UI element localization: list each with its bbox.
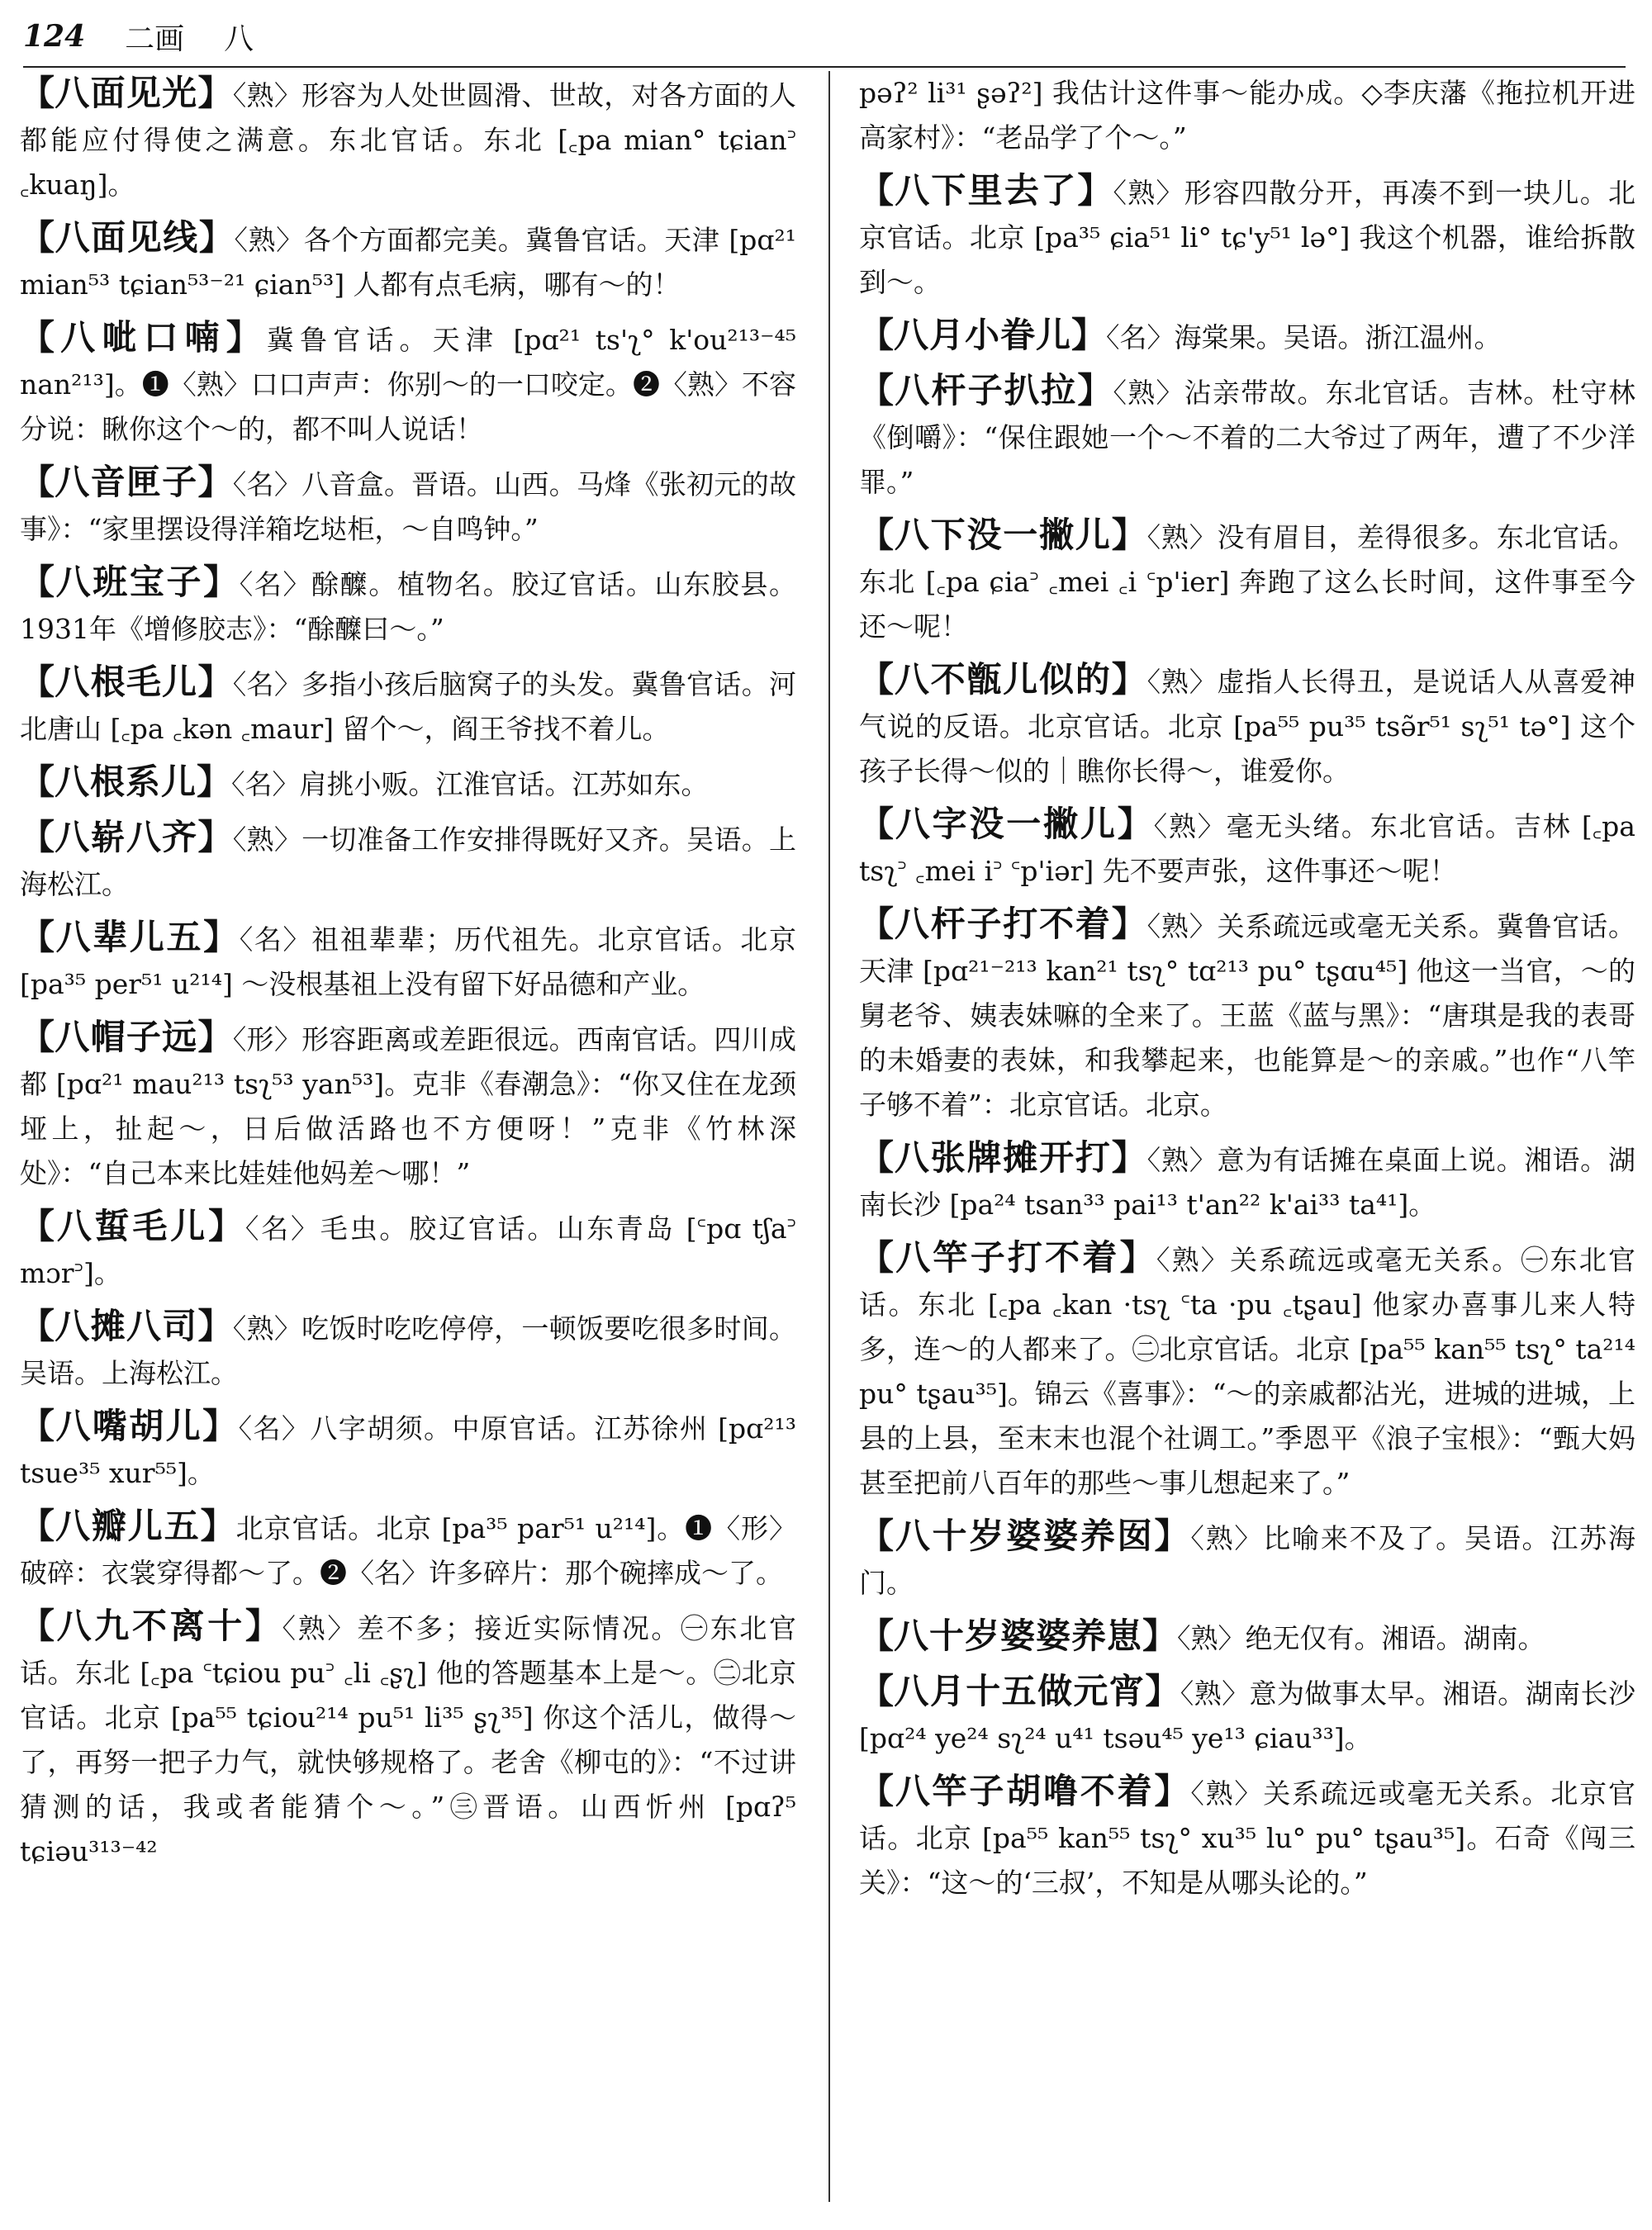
entry-headword: 八九不离十 [56, 1606, 245, 1646]
headword-open-bracket: 【 [20, 1206, 57, 1246]
dictionary-entry [20, 815, 796, 907]
headword-close-bracket: 】 [1111, 904, 1147, 944]
headword-close-bracket: 】 [197, 662, 233, 702]
dictionary-entry [859, 313, 1635, 360]
dictionary-entry [20, 660, 796, 752]
headword-close-bracket: 】 [208, 1206, 245, 1246]
headword-close-bracket: 】 [202, 1406, 239, 1446]
entry-headword: 八月十五做元宵 [894, 1671, 1146, 1711]
dictionary-entry [20, 1504, 796, 1596]
right-column [859, 71, 1635, 1914]
headword-close-bracket: 】 [200, 1506, 236, 1546]
entry-headword: 八面见光 [55, 73, 198, 113]
entry-definition: 〈名〉多指小孩后脑窝子的头发。冀鲁官话。河北唐山 [꜀pa ꜀kən ꜀maur] 留个～，阎王爷找不着儿。 [20, 668, 796, 745]
entry-definition: 〈熟〉一切准备工作安排得既好又齐。吴语。上海松江。 [20, 823, 796, 900]
dictionary-entry [20, 560, 796, 652]
headword-close-bracket: 】 [197, 462, 233, 502]
entry-definition: 〈熟〉关系疏远或毫无关系。冀鲁官话。天津 [pɑ²¹⁻²¹³ kan²¹ tsʅ° tɑ²¹³ pu° tʂɑu⁴⁵] 他这一当官，～的舅老爷、姨表妹嘛的全来了。王蓝《蓝与黑》：“唐琪是我的表哥的未婚妻的表妹，和我攀起来，也能算是～的亲戚。”也作“八竿子够不着”：北京官话。北京。 [859, 910, 1635, 1121]
entry-definition: 〈熟〉形容为人处世圆滑、世故，对各方面的人都能应付得使之满意。东北官话。东北 [꜀pa mian° tɕian꜄ ꜀kuaŋ]。 [20, 79, 796, 201]
headword-close-bracket: 】 [225, 317, 267, 358]
entry-headword: 八瓣儿五 [55, 1506, 201, 1546]
headword-close-bracket: 】 [1111, 659, 1147, 700]
headword-close-bracket: 】 [1145, 1671, 1180, 1711]
entry-headword: 八帽子远 [55, 1017, 198, 1057]
page-number: 124 [23, 19, 86, 54]
entry-definition: 〈熟〉沾亲带故。东北官话。吉林。杜守林《倒嚼》：“保住跟她一个～不着的二大爷过了两年，遭了不少洋罪。” [859, 377, 1635, 498]
dictionary-entry [859, 1136, 1635, 1227]
headword-open-bracket: 【 [20, 1017, 55, 1057]
headword-close-bracket: 】 [198, 217, 235, 258]
dictionary-entry [859, 802, 1635, 894]
headword-close-bracket: 】 [197, 762, 232, 802]
entry-headword: 八蜇毛儿 [56, 1206, 209, 1246]
dictionary-entry [859, 1514, 1635, 1606]
headword-open-bracket: 【 [859, 170, 895, 211]
dictionary-entry [20, 1604, 796, 1874]
entry-definition: 〈熟〉形容四散分开，再凑不到一块儿。北京官话。北京 [pa³⁵ ɕia⁵¹ li° tɕ'y⁵¹ lə°] 我这个机器，谁给拆散到～。 [859, 177, 1635, 298]
entry-definition: 〈熟〉关系疏远或毫无关系。㊀东北官话。东北 [꜀pa ꜀kan ·tsʅ ꜂ta ·pu ꜀tʂau] 他家办喜事儿来人特多，连～的人都来了。㊁北京官话。北京 [pa⁵⁵ kan⁵⁵ tsʅ° ta²¹⁴ pu° tʂau³⁵]。锦云《喜事》：“～的亲戚都沾光，进城的进城，上县的上县，至末末也混个社调工。”季恩平《浪子宝根》：“甄大妈甚至把前八百年的那些～事儿想起来了。” [859, 1244, 1635, 1499]
entry-definition: 〈熟〉各个方面都完美。冀鲁官话。天津 [pɑ²¹ mian⁵³ tɕian⁵³⁻²¹ ɕian⁵³] 人都有点毛病，哪有～的！ [20, 224, 796, 301]
entry-definition: 〈形〉形容距离或差距很远。西南官话。四川成都 [pɑ²¹ mau²¹³ tsʅ⁵³ yan⁵³]。克非《春潮急》：“你又住在龙颈垭上，扯起～，日后做活路也不方便呀！”克非《竹林深处》：“自己本来比娃娃他妈差～哪！” [20, 1023, 796, 1189]
entry-definition: 〈熟〉意为做事太早。湘语。湖南长沙 [pɑ²⁴ ye²⁴ sʅ²⁴ u⁴¹ tsəu⁴⁵ ye¹³ ɕiau³³]。 [859, 1677, 1635, 1754]
entry-headword: 八下没一撇儿 [894, 515, 1112, 555]
entry-definition: 冀鲁官话。天津 [pɑ²¹ ts'ʅ° k'ou²¹³⁻⁴⁵ nan²¹³]。❶〈熟〉口口声声：你别～的一口咬定。❷〈熟〉不容分说：瞅你这个～的，都不叫人说话！ [20, 324, 796, 445]
dictionary-entry [859, 1769, 1635, 1905]
headword-close-bracket: 】 [1111, 515, 1147, 555]
dictionary-entry [859, 1236, 1635, 1506]
dictionary-entry [859, 168, 1635, 305]
headword-open-bracket: 【 [20, 817, 55, 857]
dictionary-entry [859, 71, 1635, 160]
headword-open-bracket: 【 [859, 1137, 895, 1178]
header-rule [23, 66, 1626, 68]
headword-open-bracket: 【 [859, 1771, 895, 1811]
headword-open-bracket: 【 [20, 917, 56, 957]
entry-headword: 八竿子胡噜不着 [895, 1771, 1155, 1811]
headword-open-bracket: 【 [20, 662, 55, 702]
entry-definition: pəʔ² li³¹ ʂəʔ²] 我估计这件事～能办成。◇李庆藩《拖拉机开进高家村》：“老品学了个～。” [859, 77, 1635, 154]
headword-open-bracket: 【 [20, 762, 55, 802]
headword-close-bracket: 】 [197, 1306, 233, 1346]
entry-definition: 〈名〉酴醾。植物名。胶辽官话。山东胶县。1931年《增修胶志》：“酴醾曰～。” [20, 568, 796, 645]
headword-open-bracket: 【 [859, 804, 895, 844]
entry-definition: 〈熟〉关系疏远或毫无关系。北京官话。北京 [pa⁵⁵ kan⁵⁵ tsʅ° xu³⁵ lu° pu° tʂau³⁵]。石奇《闯三关》：“这～的‘三叔’，不知是从哪头论的。” [859, 1777, 1635, 1899]
entry-definition: 〈名〉八音盒。晋语。山西。马烽《张初元的故事》：“家里摆设得洋箱圪垯柜，～自鸣钟。” [20, 468, 796, 545]
entry-definition: 〈熟〉绝无仅有。湘语。湖南。 [1177, 1622, 1545, 1654]
dictionary-entry [20, 1015, 796, 1196]
dictionary-entry [20, 1204, 796, 1296]
left-column [20, 71, 796, 1882]
entry-headword: 八辈儿五 [55, 917, 204, 957]
entry-definition: 〈名〉海棠果。吴语。浙江温州。 [1106, 321, 1502, 353]
entry-headword: 八杆子打不着 [894, 904, 1112, 944]
dictionary-entry [20, 1304, 796, 1396]
section-title: 二画 [125, 21, 185, 56]
page-header [23, 12, 1626, 61]
entry-headword: 八班宝子 [55, 562, 204, 602]
headword-open-bracket: 【 [20, 462, 55, 502]
entry-definition: 〈熟〉差不多；接近实际情况。㊀东北官话。东北 [꜀pa ꜂tɕiou pu꜄ ꜀li ꜀ʂʅ] 他的答题基本上是～。㊁北京官话。北京 [pa⁵⁵ tɕiou²¹⁴ pu⁵¹ li³⁵ ʂʅ³⁵] 你这个活儿，做得～了，再努一把子力气，就快够规格了。老舍《柳屯的》：“不过讲猜测的话，我或者能猜个～。”㊂晋语。山西忻州 [pɑʔ⁵ tɕiəu³¹³⁻⁴² [20, 1612, 796, 1867]
entry-headword: 八根系儿 [55, 762, 197, 802]
entry-definition: 〈熟〉虚指人长得丑，是说话人从喜爱神气说的反语。北京官话。北京 [pa⁵⁵ pu³⁵ tsə̃r⁵¹ sʅ⁵¹ tə°] 这个孩子长得～似的｜瞧你长得～，谁爱你。 [859, 666, 1635, 787]
headword-close-bracket: 】 [1117, 804, 1154, 844]
dictionary-entry [859, 1614, 1635, 1661]
entry-definition: 〈熟〉毫无头绪。东北官话。吉林 [꜀pa tsʅ꜄ ꜀mei i꜄ ꜂p'iər] 先不要声张，这件事还～呢！ [859, 810, 1635, 887]
entry-headword: 八根毛儿 [55, 662, 198, 702]
dictionary-entry [20, 760, 796, 807]
headword-open-bracket: 【 [859, 1616, 895, 1656]
headword-close-bracket: 】 [203, 917, 240, 957]
headword-open-bracket: 【 [859, 1671, 895, 1711]
entry-headword: 八竿子打不着 [895, 1237, 1120, 1278]
dictionary-entry [859, 657, 1635, 794]
headword-close-bracket: 】 [1154, 1516, 1191, 1556]
entry-headword: 八杆子扒拉 [895, 370, 1078, 410]
entry-definition: 〈熟〉意为有话摊在桌面上说。湘语。湖南长沙 [pa²⁴ tsan³³ pai¹³ t'an²² k'ai³³ ta⁴¹]。 [859, 1144, 1635, 1221]
headword-open-bracket: 【 [20, 1606, 57, 1646]
entry-definition: 〈名〉八字胡须。中原官话。江苏徐州 [pɑ²¹³ tsue³⁵ xur⁵⁵]。 [20, 1412, 796, 1489]
dictionary-entry [859, 513, 1635, 649]
entry-headword: 八嘴胡儿 [55, 1406, 203, 1446]
entry-headword: 八不甑儿似的 [894, 659, 1112, 700]
dictionary-entry [20, 316, 796, 452]
column-divider [828, 71, 830, 2202]
entry-headword: 八张牌摊开打 [894, 1137, 1112, 1178]
entry-definition: 〈熟〉吃饭时吃吃停停，一顿饭要吃很多时间。吴语。上海松江。 [20, 1312, 796, 1389]
headword-close-bracket: 】 [244, 1606, 282, 1646]
dictionary-entry [20, 915, 796, 1007]
headword-open-bracket: 【 [20, 73, 55, 113]
entry-definition: 〈熟〉没有眉目，差得很多。东北官话。东北 [꜀pa ɕia꜄ ꜀mei ꜀i ꜂p'ier] 奔跑了这么长时间，这件事至今还～呢！ [859, 521, 1635, 643]
headword-close-bracket: 】 [197, 73, 233, 113]
entry-headword: 八十岁婆婆养崽 [894, 1616, 1143, 1656]
entry-headword: 八呲口喃 [60, 317, 226, 358]
headword-close-bracket: 】 [1077, 370, 1113, 410]
headword-open-bracket: 【 [859, 515, 895, 555]
entry-headword: 八面见线 [55, 217, 199, 258]
headword-open-bracket: 【 [20, 317, 61, 358]
headword-open-bracket: 【 [20, 562, 56, 602]
entry-definition: 〈名〉毛虫。胶辽官话。山东青岛 [꜂pɑ tʃa꜄ mɔr꜄]。 [20, 1212, 796, 1289]
headword-close-bracket: 】 [1154, 1771, 1191, 1811]
dictionary-entry [859, 368, 1635, 505]
dictionary-entry [20, 460, 796, 552]
headword-close-bracket: 】 [1111, 1137, 1147, 1178]
entry-definition: 〈名〉祖祖辈辈；历代祖先。北京官话。北京 [pa³⁵ per⁵¹ u²¹⁴] ～没根基祖上没有留下好品德和产业。 [20, 923, 796, 1000]
headword-open-bracket: 【 [859, 370, 895, 410]
headword-open-bracket: 【 [859, 1516, 895, 1556]
entry-headword: 八音匣子 [55, 462, 198, 502]
entry-definition: 〈熟〉比喻来不及了。吴语。江苏海门。 [859, 1522, 1635, 1599]
entry-headword: 八十岁婆婆养囡 [895, 1516, 1155, 1556]
entry-headword: 八月小眷儿 [894, 315, 1072, 355]
headword-close-bracket: 】 [1119, 1237, 1156, 1278]
entry-headword: 八下里去了 [895, 170, 1078, 211]
headword-close-bracket: 】 [1077, 170, 1113, 211]
headword-open-bracket: 【 [20, 1506, 55, 1546]
headword-close-bracket: 】 [1071, 315, 1107, 355]
entry-definition: 〈名〉肩挑小贩。江淮官话。江苏如东。 [231, 768, 709, 800]
headword-open-bracket: 【 [859, 315, 895, 355]
headword-close-bracket: 】 [197, 1017, 233, 1057]
dictionary-entry [20, 71, 796, 207]
headword-open-bracket: 【 [859, 659, 895, 700]
headword-open-bracket: 【 [20, 1406, 56, 1446]
headword-open-bracket: 【 [20, 1306, 55, 1346]
entry-headword: 八字没一撇儿 [895, 804, 1118, 844]
headword-open-bracket: 【 [859, 904, 895, 944]
dictionary-entry [20, 1404, 796, 1496]
dictionary-entry [859, 902, 1635, 1127]
headword-close-bracket: 】 [203, 562, 240, 602]
headword-close-bracket: 】 [1142, 1616, 1178, 1656]
entry-definition: 北京官话。北京 [pa³⁵ par⁵¹ u²¹⁴]。❶〈形〉破碎：衣裳穿得都～了。❷〈名〉许多碎片：那个碗摔成～了。 [20, 1512, 796, 1589]
section-char: 八 [224, 21, 254, 56]
headword-open-bracket: 【 [20, 217, 55, 258]
headword-open-bracket: 【 [859, 1237, 896, 1278]
entry-headword: 八崭八齐 [55, 817, 198, 857]
entry-headword: 八摊八司 [55, 1306, 198, 1346]
dictionary-entry [859, 1669, 1635, 1761]
dictionary-entry [20, 216, 796, 307]
headword-close-bracket: 】 [197, 817, 233, 857]
